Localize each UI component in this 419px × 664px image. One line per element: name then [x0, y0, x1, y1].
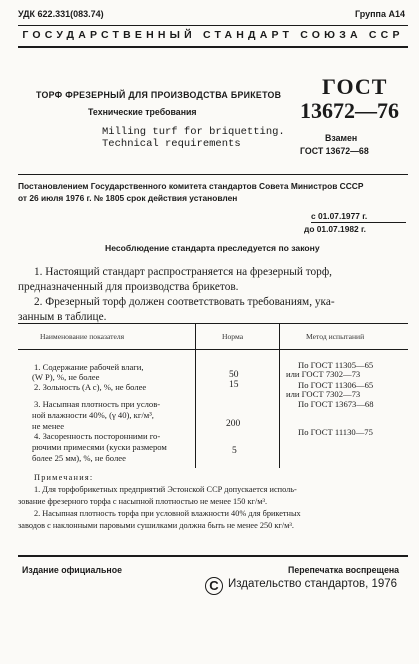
paragraph-1-line-1: 1. Настоящий стандарт распространяется на фрезерный торф, — [34, 266, 332, 278]
row-1-name-line-2: (W P), %, не более — [32, 372, 100, 382]
banner-rule — [18, 46, 408, 48]
udk-code: УДК 622.331(083.74) — [18, 9, 104, 19]
row-3-name-line-1: 3. Насыпная плотность при услов- — [34, 399, 161, 409]
paragraph-1-line-2: предназначенный для производства брикетов. — [18, 281, 239, 293]
title-rule — [18, 174, 408, 175]
notes-title: Примечания: — [34, 473, 94, 482]
row-2-name: 2. Зольность (A c), %, не более — [34, 382, 147, 392]
title-en-subtitle: Technical requirements — [102, 138, 241, 150]
row-2-method-line-2: или ГОСТ 7302—73 — [286, 389, 361, 399]
row-1-name-line-1: 1. Содержание рабочей влаги, — [34, 362, 144, 372]
top-rule — [18, 25, 408, 26]
decree-line-1: Постановлением Государственного комитета стандартов Совета Министров СССР — [18, 181, 364, 191]
gost-label: ГОСТ — [322, 74, 388, 99]
footer-rule — [18, 555, 408, 557]
replaces-label: Взамен — [325, 133, 358, 143]
row-1-method-line-2: или ГОСТ 7302—73 — [286, 369, 361, 379]
replaces-standard: ГОСТ 13672—68 — [300, 146, 369, 156]
note-1-line-1: 1. Для торфобрикетных предприятий Эстонской ССР допускается исполь- — [34, 485, 297, 494]
row-4-name-line-2: рючими примесями (куски размером — [32, 442, 167, 452]
paragraph-2-line-2: занным в таблице. — [18, 311, 107, 323]
note-2-line-1: 2. Насыпная плотность торфа при условной влажности 40% для брикетных — [34, 509, 301, 518]
row-4-name-line-1: 4. Засоренность посторонними го- — [34, 431, 161, 441]
row-3-name-line-3: не менее — [32, 421, 65, 431]
gost-number: 13672—76 — [300, 98, 399, 123]
copyright-icon: C — [205, 577, 223, 595]
title-ru-subtitle: Технические требования — [88, 107, 197, 117]
official-edition: Издание официальное — [22, 565, 122, 575]
valid-to: до 01.07.1982 г. — [304, 224, 366, 234]
col-header-indicator: Наименование показателя — [40, 332, 125, 341]
row-2-norm: 15 — [229, 380, 239, 390]
publisher: Издательство стандартов, 1976 — [228, 578, 398, 590]
group-code: Группа А14 — [354, 9, 405, 19]
note-1-line-2: зование фрезерного торфа с насыпной плотностью не менее 150 кг/м³. — [18, 497, 268, 506]
reprint-prohibited: Перепечатка воспрещена — [288, 565, 400, 575]
decree-line-2: от 26 июля 1976 г. № 1805 срок действия установлен — [18, 193, 238, 203]
row-4-name-line-3: более 25 мм), %, не более — [32, 453, 126, 463]
title-ru: ТОРФ ФРЕЗЕРНЫЙ ДЛЯ ПРОИЗВОДСТВА БРИКЕТОВ — [36, 90, 282, 100]
valid-from-underline — [311, 222, 406, 223]
table-col-divider-2 — [279, 323, 280, 468]
row-1-method-line-1: По ГОСТ 11305—65 — [298, 360, 374, 370]
row-3-name-line-2: ной влажности 40%, (γ 40), кг/м³, — [32, 410, 154, 420]
table-top-rule — [18, 323, 408, 324]
row-4-norm: 5 — [232, 446, 237, 456]
col-header-method: Метод испытаний — [306, 332, 365, 341]
table-col-divider-1 — [195, 323, 196, 468]
row-3-norm: 200 — [226, 419, 241, 429]
table-header-rule — [18, 349, 408, 350]
col-header-norm: Норма — [222, 332, 244, 341]
title-en: Milling turf for briquetting. — [102, 126, 285, 138]
note-2-line-2: заводов с наклонными паровыми сушилками должна быть не менее 250 кг/м³. — [18, 521, 294, 530]
legal-warning: Несоблюдение стандарта преследуется по закону — [105, 243, 320, 253]
standard-banner: ГОСУДАРСТВЕННЫЙ СТАНДАРТ СОЮЗА ССР — [22, 29, 404, 41]
row-1-norm: 50 — [229, 370, 239, 380]
row-4-method: По ГОСТ 11130—75 — [298, 427, 373, 437]
row-3-method: По ГОСТ 13673—68 — [298, 399, 374, 409]
paragraph-2-line-1: 2. Фрезерный торф должен соответствовать требованиям, ука- — [34, 296, 335, 308]
row-2-method-line-1: По ГОСТ 11306—65 — [298, 380, 374, 390]
valid-from: с 01.07.1977 г. — [311, 211, 368, 221]
